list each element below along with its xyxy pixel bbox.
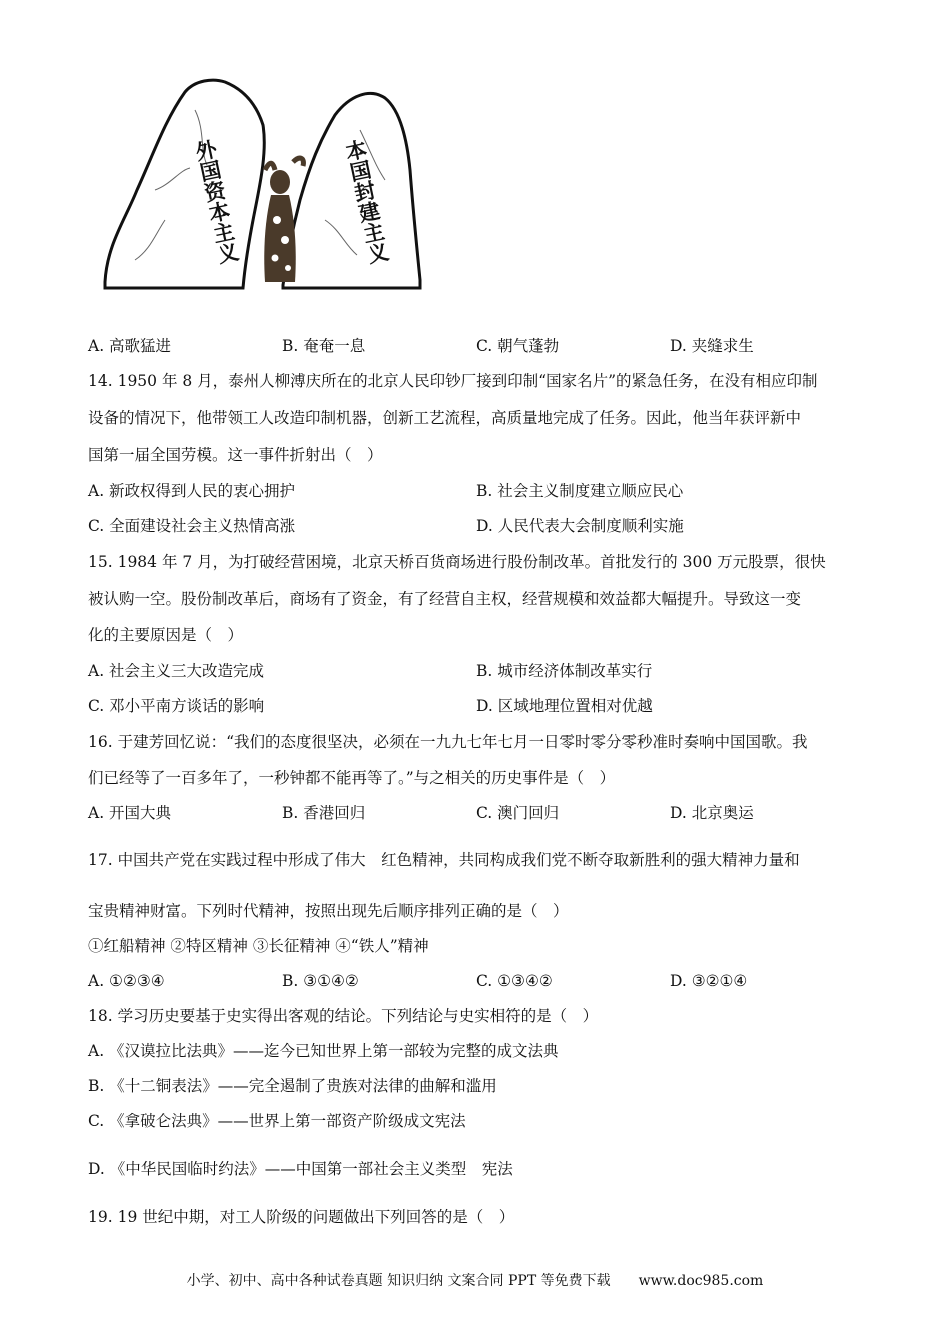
cartoon-illustration [95, 70, 425, 300]
q14-option-b: B. 社会主义制度建立顺应民心 [476, 482, 684, 500]
page-footer: 小学、初中、高中各种试卷真题 知识归纳 文案合同 PPT 等免费下载 www.doc985.com [186, 1273, 764, 1289]
q17-option-b: B. ③①④② [282, 972, 359, 990]
q13-option-a: A. 高歌猛进 [88, 337, 172, 355]
q17-option-a: A. ①②③④ [88, 972, 165, 990]
q15-option-a: A. 社会主义三大改造完成 [88, 662, 265, 680]
right-rock-label: 本国封建主义 [341, 137, 391, 266]
q18-stem-line-1: 18. 学习历史要基于史实得出客观的结论。下列结论与史实相符的是（ ） [88, 1007, 599, 1025]
q15-option-b: B. 城市经济体制改革实行 [476, 662, 653, 680]
q15-option-c: C. 邓小平南方谈话的影响 [88, 697, 265, 715]
left-rock-label: 外国资本主义 [191, 137, 241, 266]
q14-option-a: A. 新政权得到人民的衷心拥护 [88, 482, 296, 500]
q14-stem-line-2: 设备的情况下，他带领工人改造印制机器，创新工艺流程，高质量地完成了任务。因此，他当年获评新中 [88, 409, 802, 427]
q14-option-c: C. 全面建设社会主义热情高涨 [88, 517, 296, 535]
q17-stem-line-2: 宝贵精神财富。下列时代精神，按照出现先后顺序排列正确的是（ ） [88, 902, 569, 920]
q17-option-c: C. ①③④② [476, 972, 553, 990]
q16-option-a: A. 开国大典 [88, 804, 172, 822]
q14-stem-line-3: 国第一届全国劳模。这一事件折射出（ ） [88, 446, 383, 464]
q15-stem-line-2: 被认购一空。股份制改革后，商场有了资金，有了经营自主权，经营规模和效益都大幅提升。导致这一变 [88, 590, 802, 608]
q16-stem-line-1: 16. 于建芳回忆说：“我们的态度很坚决，必须在一九九七年七月一日零时零分零秒准时奏响中国国歌。我 [88, 733, 808, 751]
q16-option-d: D. 北京奥运 [670, 804, 754, 822]
q15-stem-line-1: 15. 1984 年 7 月，为打破经营困境，北京天桥百货商场进行股份制改革。首批发行的 300 万元股票，很快 [88, 553, 826, 571]
q15-stem-line-3: 化的主要原因是（ ） [88, 626, 244, 644]
q19-stem-line-1: 19. 19 世纪中期，对工人阶级的问题做出下列回答的是（ ） [88, 1208, 515, 1226]
q18-option-d: D. 《中华民国临时约法》——中国第一部社会主义类型 宪法 [88, 1160, 513, 1178]
q14-stem-line-1: 14. 1950 年 8 月，泰州人柳溥庆所在的北京人民印钞厂接到印制“国家名片”的紧急任务，在没有相应印制 [88, 372, 818, 390]
q15-option-d: D. 区域地理位置相对优越 [476, 697, 653, 715]
q16-option-b: B. 香港回归 [282, 804, 366, 822]
q13-option-d: D. 夹缝求生 [670, 337, 754, 355]
q13-option-c: C. 朝气蓬勃 [476, 337, 560, 355]
q17-stem-line-3: ①红船精神 ②特区精神 ③长征精神 ④“铁人”精神 [88, 937, 429, 955]
q18-option-b: B. 《十二铜表法》——完全遏制了贵族对法律的曲解和滥用 [88, 1077, 497, 1095]
q18-option-c: C. 《拿破仑法典》——世界上第一部资产阶级成文宪法 [88, 1112, 466, 1130]
left-rock [105, 80, 264, 288]
q18-option-a: A. 《汉谟拉比法典》——迄今已知世界上第一部较为完整的成文法典 [88, 1042, 559, 1060]
q16-stem-line-2: 们已经等了一百多年了，一秒钟都不能再等了。”与之相关的历史事件是（ ） [88, 769, 616, 787]
q13-option-b: B. 奄奄一息 [282, 337, 366, 355]
q14-option-d: D. 人民代表大会制度顺利实施 [476, 517, 684, 535]
q17-option-d: D. ③②①④ [670, 972, 748, 990]
q16-option-c: C. 澳门回归 [476, 804, 560, 822]
q17-stem-line-1: 17. 中国共产党在实践过程中形成了伟大 红色精神，共同构成我们党不断夺取新胜利的强大精神力量和 [88, 851, 800, 869]
